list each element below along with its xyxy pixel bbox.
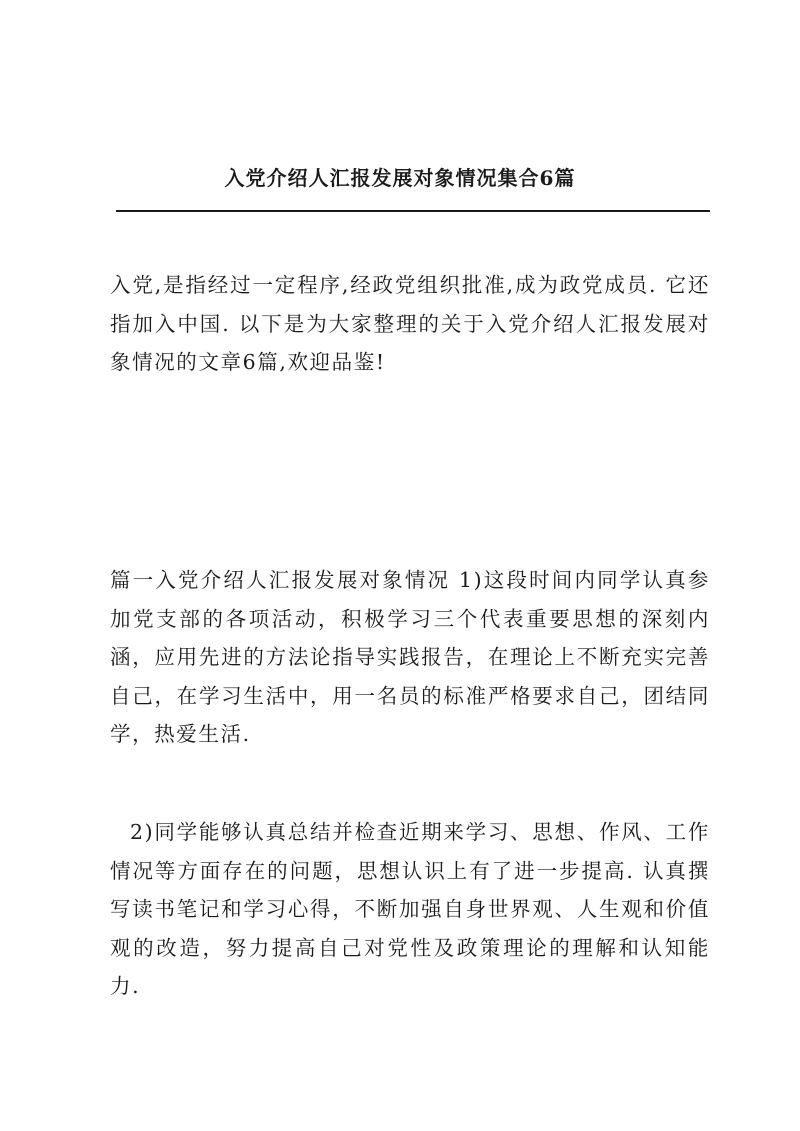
intro-paragraph: 入党,是指经过一定程序,经政党组织批准,成为政党成员. 它还指加入中国. 以下是为大家整理的关于入党介绍人汇报发展对象情况的文章6篇,欢迎品鉴! [110,273,710,374]
title-divider [116,210,710,212]
section-two-paragraph: 2)同学能够认真总结并检查近期来学习、思想、作风、工作情况等方面存在的问题，思想认识上有了进一步提高. 认真撰写读书笔记和学习心得，不断加强自身世界观、人生观和价值观的改造，努力提高自己对党性及政策理论的理解和认知能力. [110,820,710,998]
section-one-paragraph: 篇一入党介绍人汇报发展对象情况 1)这段时间内同学认真参加党支部的各项活动，积极学习三个代表重要思想的深刻内涵，应用先进的方法论指导实践报告，在理论上不断充实完善自己，在学习生活中，用一名员的标准严格要求自己，团结同学，热爱生活. [110,568,710,746]
page-title: 入党介绍人汇报发展对象情况集合6篇 [224,166,576,190]
